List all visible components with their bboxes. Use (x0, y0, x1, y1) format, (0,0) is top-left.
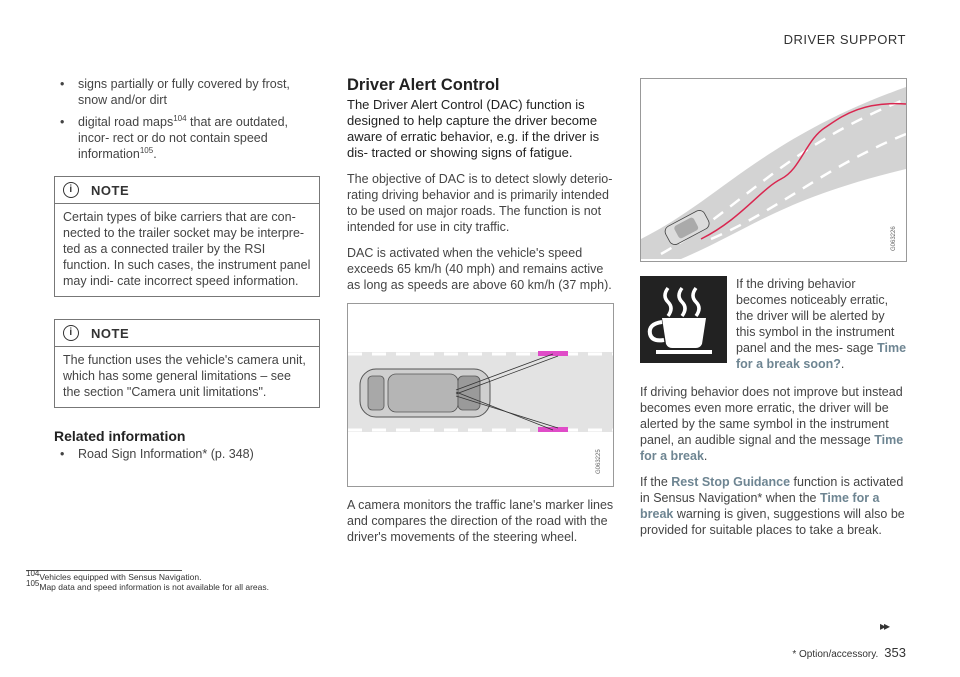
related-info-heading: Related information (54, 428, 186, 444)
note-title: NOTE (91, 325, 130, 341)
note-title: NOTE (91, 182, 130, 198)
option-accessory-note: * Option/accessory. (792, 649, 879, 660)
info-icon: i (63, 182, 79, 198)
car-top-view (360, 369, 490, 417)
note-text: The function uses the vehicle's camera unit, which has some general limitations – see the section "Camera unit limitations". (63, 353, 306, 399)
section-header: DRIVER SUPPORT (783, 32, 906, 47)
message-text: Time for a break soon? (736, 341, 907, 371)
related-link[interactable]: • Road Sign Information* (p. 348) (54, 446, 320, 462)
coffee-cup-icon (640, 276, 727, 363)
paragraph: If driving behavior does not improve but instead becomes even more erratic, the driver will be alerted by the same symbol in the instrument panel, an audible signal and the message Time for a break. (640, 385, 904, 463)
paragraph: A camera monitors the traffic lane's marker lines and compares the direction of the road with the driver's movements of the steering wheel. (347, 498, 614, 544)
coffee-cup-symbol (640, 276, 727, 363)
message-text: Time for a break (640, 491, 880, 521)
footnotes (26, 570, 269, 592)
note-box (54, 176, 320, 297)
column-right (640, 78, 907, 548)
footnote-ref[interactable]: 104 (173, 113, 187, 123)
footnote-ref[interactable]: 105 (139, 145, 154, 155)
paragraph: DAC is activated when the vehicle's speed exceeds 65 km/h (40 mph) and remains active as long as speeds are above 60 km/h (37 mph). (347, 246, 612, 292)
paragraph: The objective of DAC is to detect slowly deterio- rating driving behavior and is primarily intended to be used on major roads. The function is not intended for use in city traffic. (347, 172, 613, 234)
footnote: $^{104}$Vehicles equipped with Sensus Navigation. (26, 569, 202, 582)
page-number: 353 (884, 645, 906, 660)
list-item: • signs partially or fully covered by frost, snow and/or dirt (54, 76, 320, 108)
figure-code: G063225 (596, 449, 602, 474)
lead-paragraph: The Driver Alert Control (DAC) function is designed to help capture the driver become aware of erratic behavior, e.g. if the driver is dis- tracted or showing signs of fatigue. (347, 97, 600, 160)
car-camera-figure (348, 304, 613, 484)
page-footer (792, 645, 906, 660)
message-text: Time for a break (640, 433, 904, 463)
road-drift-illustration (640, 78, 907, 262)
column-left (54, 76, 320, 468)
function-name: Rest Stop Guidance (671, 475, 791, 489)
camera-illustration (347, 303, 614, 487)
info-icon: i (63, 325, 79, 341)
list-item: • digital road maps$^{104}$ that are outdated, incor- rect or do not contain speed information$^{105}$. (54, 114, 320, 162)
column-middle (347, 76, 614, 555)
figure-code: G063226 (891, 226, 897, 251)
next-page-arrows[interactable]: ▸▸ (880, 619, 889, 633)
footnote: $^{105}$Map data and speed information is not available for all areas. (26, 579, 269, 592)
note-text: Certain types of bike carriers that are con- nected to the trailer socket may be interpre- ted as a connected trailer by the RSI function. In such cases, the instrument panel may indi- cate incorrect speed information. (63, 210, 311, 288)
section-title: Driver Alert Control (347, 76, 500, 94)
paragraph: If the Rest Stop Guidance function is activated in Sensus Navigation* when the Time for a break warning is given, suggestions will also be provided for suitable places to take a break. (640, 475, 905, 537)
road-figure (641, 79, 906, 259)
symbol-description: If the driving behavior becomes noticeably erratic, the driver will be alerted by this symbol in the instrument panel and the mes- sage Time for a break soon?. (736, 277, 907, 371)
footnote-divider (26, 570, 182, 571)
note-box (54, 319, 320, 408)
